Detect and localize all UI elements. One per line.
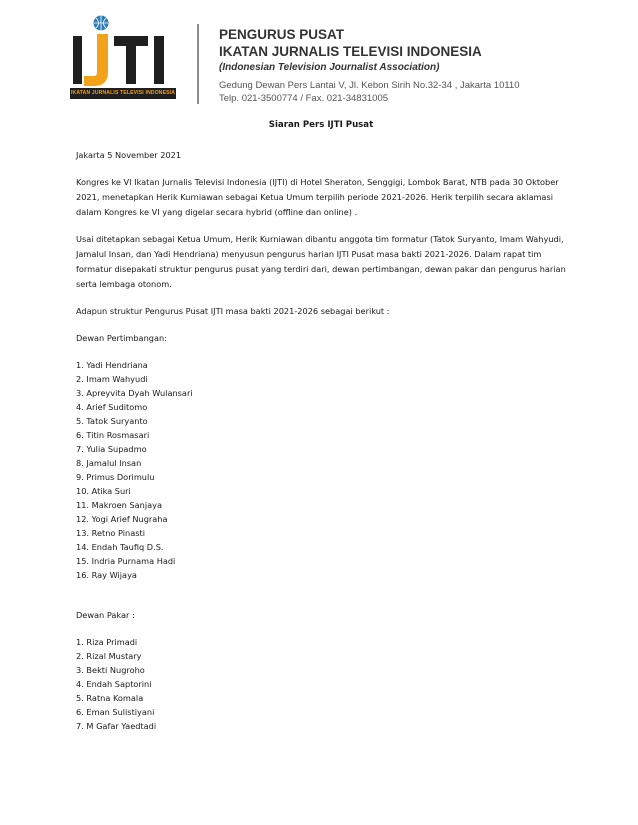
letterhead-divider	[197, 24, 199, 104]
list-item: 4. Arief Suditomo	[76, 402, 148, 412]
list-item: 9. Primus Dorimulu	[76, 472, 155, 482]
list-item: 6. Eman Sulistiyani	[76, 707, 155, 717]
list-item: 12. Yogi Arief Nugraha	[76, 514, 168, 524]
document-title: Siaran Pers IJTI Pusat	[268, 120, 374, 130]
list-item: 7. Yulia Supadmo	[76, 444, 147, 454]
list-item: 1. Yadi Hendriana	[76, 360, 148, 370]
logo-caption: IKATAN JURNALIS TELEVISI INDONESIA	[70, 88, 176, 99]
list-item: 3. Apreyvita Dyah Wulansari	[76, 388, 193, 398]
list-item: 7. M Gafar Yaedtadi	[76, 721, 157, 731]
list-item: 2. Imam Wahyudi	[76, 374, 148, 384]
org-english-name: (Indonesian Television Journalist Association)	[219, 62, 440, 73]
list-item: 5. Ratna Komala	[76, 693, 144, 703]
list-item: 10. Atika Suri	[76, 486, 131, 496]
list-item: 11. Makroen Sanjaya	[76, 500, 163, 510]
dewan-pertimbangan-list	[76, 358, 566, 582]
list-item: 3. Bekti Nugroho	[76, 665, 145, 675]
org-address: Gedung Dewan Pers Lantai V, Jl. Kebon Sirih No.32-34 , Jakarta 10110	[219, 80, 520, 91]
dewan-pakar-heading: Dewan Pakar :	[76, 610, 135, 620]
organization-block	[219, 26, 619, 105]
letterhead	[0, 0, 638, 112]
list-item: 16. Ray Wijaya	[76, 570, 137, 580]
date-line: Jakarta 5 November 2021	[76, 150, 182, 160]
list-item: 2. Rizal Mustary	[76, 651, 142, 661]
org-title-line2: IKATAN JURNALIS TELEVISI INDONESIA	[219, 44, 482, 59]
ijti-logo	[70, 14, 176, 100]
org-contact: Telp. 021-3500774 / Fax. 021-34831005	[219, 93, 389, 104]
list-item: 8. Jamalul Insan	[76, 458, 142, 468]
paragraph-1: Kongres ke VI Ikatan Jurnalis Televisi Indonesia (IJTI) di Hotel Sheraton, Senggigi, Lombok Barat, NTB pada 30 Oktober 2021, menetapkan Herik Kurniawan sebagai Ketua Umum terpilih periode 2021-2026. Herik terpilih secara aklamasi dalam Kongres ke VI yang digelar secara hybrid (offline dan online) .	[76, 177, 559, 217]
list-item: 6. Titin Rosmasari	[76, 430, 150, 440]
org-title-line1: PENGURUS PUSAT	[219, 27, 345, 42]
press-release-body	[76, 118, 566, 733]
list-item: 15. Indria Purnama Hadi	[76, 556, 176, 566]
list-item: 5. Tatok Suryanto	[76, 416, 148, 426]
dewan-pertimbangan-heading: Dewan Pertimbangan:	[76, 333, 167, 343]
dewan-pakar-list	[76, 635, 566, 733]
paragraph-3: Adapun struktur Pengurus Pusat IJTI masa bakti 2021-2026 sebagai berikut :	[76, 306, 390, 316]
list-item: 13. Retno Pinasti	[76, 528, 145, 538]
list-item: 1. Riza Primadi	[76, 637, 138, 647]
list-item: 14. Endah Taufiq D.S.	[76, 542, 164, 552]
list-item: 4. Endah Saptorini	[76, 679, 152, 689]
paragraph-2: Usai ditetapkan sebagai Ketua Umum, Herik Kurniawan dibantu anggota tim formatur (Tatok Suryanto, Imam Wahyudi, Jamalul Insan, dan Yadi Hendriana) menyusun pengurus harian IJTI Pusat masa bakti 2021-2026. Dalam rapat tim formatur disepakati struktur pengurus pusat yang terdiri dari, dewan pertimbangan, dewan pakar dan pengurus harian serta lembaga otonom.	[76, 234, 566, 289]
